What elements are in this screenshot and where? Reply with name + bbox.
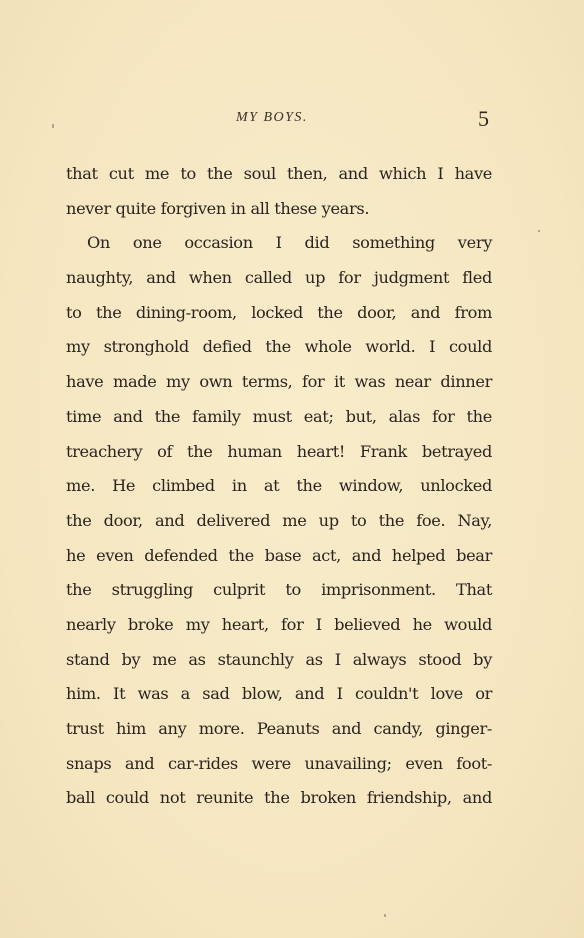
text-line: trust him any more. Peanuts and candy, ginger- xyxy=(66,719,492,738)
text-line: the struggling culprit to imprisonment. That xyxy=(66,580,492,600)
running-title: MY BOYS. xyxy=(236,110,308,125)
text-line: him. It was a sad blow, and I couldn't love or xyxy=(66,684,492,704)
text-line: to the dining-room, locked the door, and from xyxy=(66,302,492,322)
text-line: treachery of the human heart! Frank betrayed xyxy=(66,441,492,461)
text-line: naughty, and when called up for judgment fled xyxy=(66,268,492,288)
text-line: snaps and car-rides were unavailing; even foot- xyxy=(66,753,492,773)
text-line: On one occasion I did something very xyxy=(87,233,492,253)
text-line: the door, and delivered me up to the foe. Nay, xyxy=(66,510,492,530)
text-line: stand by me as staunchly as I always stood by xyxy=(66,649,492,669)
text-line: never quite forgiven in all these years. xyxy=(66,198,370,218)
text-line: that cut me to the soul then, and which I have xyxy=(66,164,492,183)
running-head xyxy=(0,106,584,134)
text-line: have made my own terms, for it was near dinner xyxy=(66,372,492,392)
page-number: 5 xyxy=(478,106,489,131)
body-text xyxy=(66,157,492,816)
text-line: my stronghold defied the whole world. I could xyxy=(66,337,492,357)
text-line: nearly broke my heart, for I believed he would xyxy=(66,614,492,634)
paragraph xyxy=(66,157,492,226)
text-line: time and the family must eat; but, alas for the xyxy=(66,406,492,426)
paragraph xyxy=(66,226,492,816)
text-line: me. He climbed in at the window, unlocked xyxy=(66,476,492,496)
text-line: ball could not reunite the broken friendship, and xyxy=(66,788,492,808)
page-speck xyxy=(384,914,386,917)
page-speck xyxy=(538,230,540,232)
text-line: he even defended the base act, and helped bear xyxy=(66,545,492,565)
